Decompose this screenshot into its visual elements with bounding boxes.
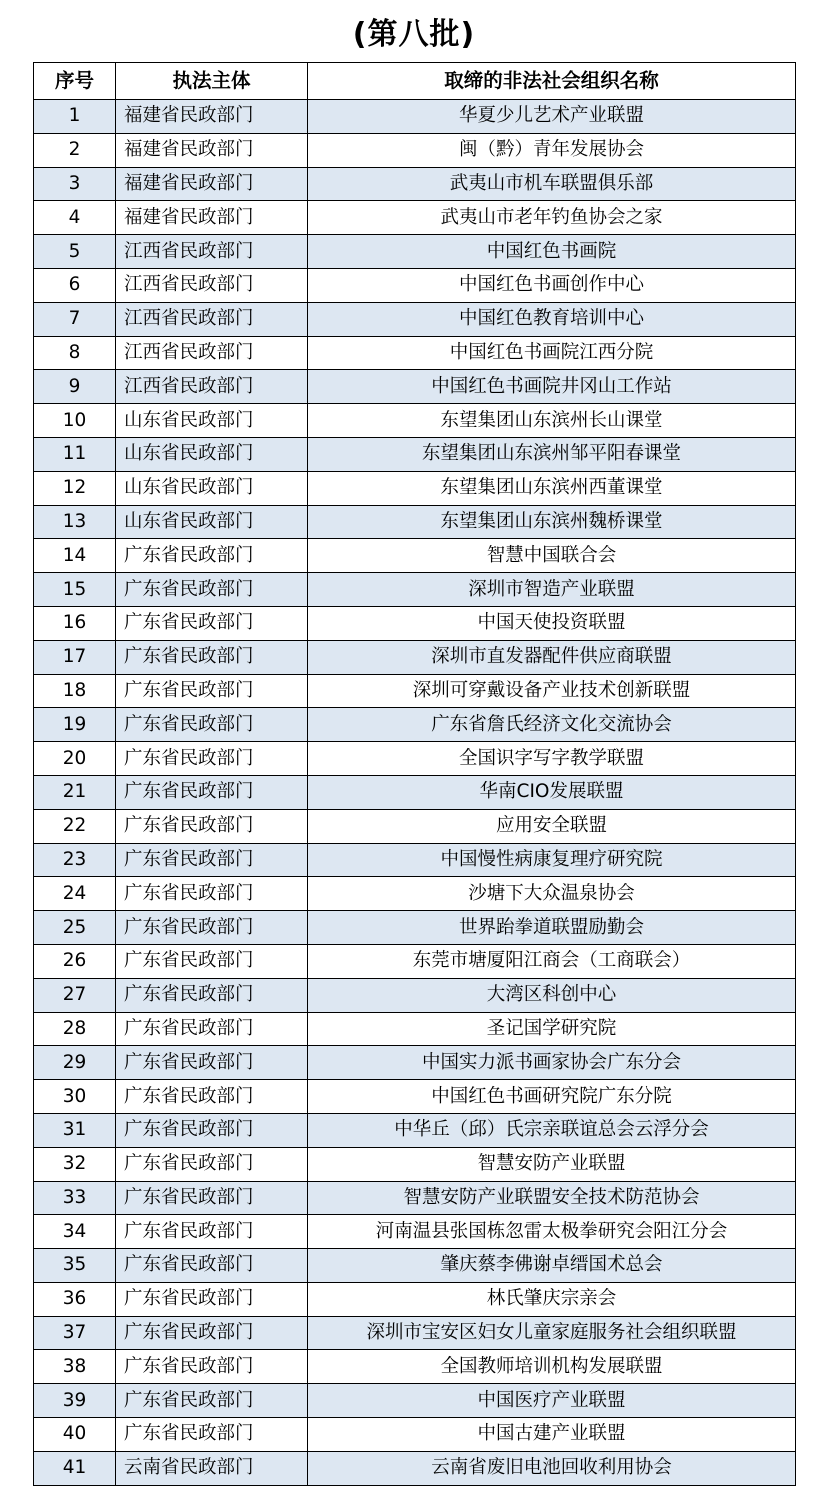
row-name-cell: 闽（黔）青年发展协会 xyxy=(308,133,796,167)
row-name-cell: 智慧中国联合会 xyxy=(308,539,796,573)
row-name-cell: 智慧安防产业联盟安全技术防范协会 xyxy=(308,1181,796,1215)
row-name-cell: 全国识字写字教学联盟 xyxy=(308,742,796,776)
row-name-cell: 圣记国学研究院 xyxy=(308,1012,796,1046)
table-row xyxy=(34,1012,796,1046)
table-row xyxy=(34,708,796,742)
table-row xyxy=(34,505,796,539)
page-title: (第八批) xyxy=(352,17,476,52)
row-agency-cell: 山东省民政部门 xyxy=(116,404,308,438)
row-agency-cell: 江西省民政部门 xyxy=(116,235,308,269)
row-name-cell: 林氏肇庆宗亲会 xyxy=(308,1282,796,1316)
row-index-cell: 33 xyxy=(34,1181,116,1215)
table-row xyxy=(34,1215,796,1249)
row-name-cell: 中国红色书画院井冈山工作站 xyxy=(308,370,796,404)
row-name-cell: 中国红色书画院 xyxy=(308,235,796,269)
row-agency-cell: 山东省民政部门 xyxy=(116,471,308,505)
row-name-cell: 中国慢性病康复理疗研究院 xyxy=(308,843,796,877)
row-index-cell: 24 xyxy=(34,877,116,911)
row-agency-cell: 广东省民政部门 xyxy=(116,1249,308,1283)
row-name-cell: 应用安全联盟 xyxy=(308,809,796,843)
table-row xyxy=(34,370,796,404)
row-index-cell: 36 xyxy=(34,1282,116,1316)
table-row xyxy=(34,911,796,945)
row-name-cell: 华南CIO发展联盟 xyxy=(308,775,796,809)
table-row xyxy=(34,336,796,370)
row-agency-cell: 福建省民政部门 xyxy=(116,167,308,201)
row-name-cell: 中国红色教育培训中心 xyxy=(308,302,796,336)
row-agency-cell: 广东省民政部门 xyxy=(116,674,308,708)
row-agency-cell: 广东省民政部门 xyxy=(116,573,308,607)
row-index-cell: 7 xyxy=(34,302,116,336)
table-row xyxy=(34,201,796,235)
table-body xyxy=(34,100,796,1486)
row-agency-cell: 广东省民政部门 xyxy=(116,742,308,776)
row-agency-cell: 广东省民政部门 xyxy=(116,1350,308,1384)
table-row xyxy=(34,471,796,505)
row-index-cell: 20 xyxy=(34,742,116,776)
row-name-cell: 智慧安防产业联盟 xyxy=(308,1147,796,1181)
header-agency: 执法主体 xyxy=(116,63,308,100)
table-row xyxy=(34,1282,796,1316)
row-name-cell: 中国天使投资联盟 xyxy=(308,606,796,640)
row-name-cell: 东莞市塘厦阳江商会（工商联会） xyxy=(308,944,796,978)
row-index-cell: 8 xyxy=(34,336,116,370)
table-row xyxy=(34,1249,796,1283)
table-row xyxy=(34,235,796,269)
row-index-cell: 19 xyxy=(34,708,116,742)
row-agency-cell: 广东省民政部门 xyxy=(116,1215,308,1249)
row-name-cell: 东望集团山东滨州邹平阳春课堂 xyxy=(308,437,796,471)
row-agency-cell: 广东省民政部门 xyxy=(116,640,308,674)
header-name: 取缔的非法社会组织名称 xyxy=(308,63,796,100)
row-agency-cell: 广东省民政部门 xyxy=(116,606,308,640)
table-row xyxy=(34,843,796,877)
row-index-cell: 41 xyxy=(34,1451,116,1485)
row-agency-cell: 江西省民政部门 xyxy=(116,268,308,302)
row-agency-cell: 福建省民政部门 xyxy=(116,201,308,235)
table-row xyxy=(34,100,796,134)
row-agency-cell: 广东省民政部门 xyxy=(116,978,308,1012)
row-agency-cell: 广东省民政部门 xyxy=(116,1012,308,1046)
row-agency-cell: 山东省民政部门 xyxy=(116,437,308,471)
row-agency-cell: 广东省民政部门 xyxy=(116,843,308,877)
row-name-cell: 华夏少儿艺术产业联盟 xyxy=(308,100,796,134)
row-index-cell: 34 xyxy=(34,1215,116,1249)
row-name-cell: 东望集团山东滨州长山课堂 xyxy=(308,404,796,438)
row-agency-cell: 广东省民政部门 xyxy=(116,1147,308,1181)
row-index-cell: 3 xyxy=(34,167,116,201)
table-row xyxy=(34,437,796,471)
table-row xyxy=(34,1384,796,1418)
table-row xyxy=(34,978,796,1012)
row-index-cell: 2 xyxy=(34,133,116,167)
row-index-cell: 26 xyxy=(34,944,116,978)
row-index-cell: 39 xyxy=(34,1384,116,1418)
row-index-cell: 40 xyxy=(34,1418,116,1452)
row-agency-cell: 广东省民政部门 xyxy=(116,809,308,843)
row-index-cell: 9 xyxy=(34,370,116,404)
row-agency-cell: 江西省民政部门 xyxy=(116,302,308,336)
row-agency-cell: 广东省民政部门 xyxy=(116,1113,308,1147)
row-index-cell: 16 xyxy=(34,606,116,640)
row-agency-cell: 广东省民政部门 xyxy=(116,775,308,809)
row-name-cell: 中国实力派书画家协会广东分会 xyxy=(308,1046,796,1080)
row-agency-cell: 广东省民政部门 xyxy=(116,708,308,742)
row-name-cell: 中国红色书画创作中心 xyxy=(308,268,796,302)
row-index-cell: 10 xyxy=(34,404,116,438)
row-name-cell: 东望集团山东滨州魏桥课堂 xyxy=(308,505,796,539)
row-name-cell: 广东省詹氏经济文化交流协会 xyxy=(308,708,796,742)
table-row xyxy=(34,133,796,167)
row-agency-cell: 江西省民政部门 xyxy=(116,370,308,404)
row-agency-cell: 广东省民政部门 xyxy=(116,1282,308,1316)
table-row xyxy=(34,1181,796,1215)
row-name-cell: 深圳可穿戴设备产业技术创新联盟 xyxy=(308,674,796,708)
row-index-cell: 17 xyxy=(34,640,116,674)
organization-table xyxy=(33,62,796,1486)
row-name-cell: 东望集团山东滨州西董课堂 xyxy=(308,471,796,505)
row-name-cell: 中国医疗产业联盟 xyxy=(308,1384,796,1418)
row-agency-cell: 云南省民政部门 xyxy=(116,1451,308,1485)
table-row xyxy=(34,877,796,911)
row-index-cell: 28 xyxy=(34,1012,116,1046)
header-index: 序号 xyxy=(34,63,116,100)
row-index-cell: 32 xyxy=(34,1147,116,1181)
row-agency-cell: 广东省民政部门 xyxy=(116,1316,308,1350)
row-index-cell: 12 xyxy=(34,471,116,505)
table-row xyxy=(34,809,796,843)
table-row xyxy=(34,1418,796,1452)
row-agency-cell: 山东省民政部门 xyxy=(116,505,308,539)
row-name-cell: 全国教师培训机构发展联盟 xyxy=(308,1350,796,1384)
row-name-cell: 世界跆拳道联盟励勤会 xyxy=(308,911,796,945)
row-index-cell: 11 xyxy=(34,437,116,471)
row-agency-cell: 广东省民政部门 xyxy=(116,911,308,945)
table-row xyxy=(34,674,796,708)
row-index-cell: 27 xyxy=(34,978,116,1012)
row-index-cell: 23 xyxy=(34,843,116,877)
row-index-cell: 13 xyxy=(34,505,116,539)
table-row xyxy=(34,944,796,978)
table-header-row xyxy=(34,63,796,100)
row-index-cell: 30 xyxy=(34,1080,116,1114)
row-index-cell: 4 xyxy=(34,201,116,235)
row-name-cell: 肇庆蔡李佛谢卓缙国术总会 xyxy=(308,1249,796,1283)
row-agency-cell: 广东省民政部门 xyxy=(116,1046,308,1080)
table-row xyxy=(34,573,796,607)
row-name-cell: 深圳市智造产业联盟 xyxy=(308,573,796,607)
table-row xyxy=(34,167,796,201)
row-index-cell: 37 xyxy=(34,1316,116,1350)
row-index-cell: 15 xyxy=(34,573,116,607)
row-index-cell: 35 xyxy=(34,1249,116,1283)
table-row xyxy=(34,1451,796,1485)
row-agency-cell: 福建省民政部门 xyxy=(116,133,308,167)
row-agency-cell: 江西省民政部门 xyxy=(116,336,308,370)
table-row xyxy=(34,742,796,776)
row-name-cell: 沙塘下大众温泉协会 xyxy=(308,877,796,911)
row-name-cell: 中国红色书画院江西分院 xyxy=(308,336,796,370)
table-row xyxy=(34,1080,796,1114)
row-name-cell: 河南温县张国栋忽雷太极拳研究会阳江分会 xyxy=(308,1215,796,1249)
row-name-cell: 云南省废旧电池回收利用协会 xyxy=(308,1451,796,1485)
table-row xyxy=(34,404,796,438)
table-row xyxy=(34,1350,796,1384)
row-index-cell: 29 xyxy=(34,1046,116,1080)
row-name-cell: 大湾区科创中心 xyxy=(308,978,796,1012)
row-agency-cell: 广东省民政部门 xyxy=(116,1080,308,1114)
row-agency-cell: 广东省民政部门 xyxy=(116,1418,308,1452)
row-index-cell: 18 xyxy=(34,674,116,708)
row-index-cell: 25 xyxy=(34,911,116,945)
table-row xyxy=(34,1046,796,1080)
row-name-cell: 中华丘（邱）氏宗亲联谊总会云浮分会 xyxy=(308,1113,796,1147)
table-row xyxy=(34,1316,796,1350)
table-row xyxy=(34,302,796,336)
table-row xyxy=(34,268,796,302)
row-name-cell: 深圳市直发器配件供应商联盟 xyxy=(308,640,796,674)
table-row xyxy=(34,1147,796,1181)
row-index-cell: 38 xyxy=(34,1350,116,1384)
row-agency-cell: 广东省民政部门 xyxy=(116,1181,308,1215)
row-index-cell: 21 xyxy=(34,775,116,809)
row-index-cell: 6 xyxy=(34,268,116,302)
table-row xyxy=(34,775,796,809)
row-name-cell: 深圳市宝安区妇女儿童家庭服务社会组织联盟 xyxy=(308,1316,796,1350)
row-index-cell: 31 xyxy=(34,1113,116,1147)
row-agency-cell: 广东省民政部门 xyxy=(116,1384,308,1418)
row-index-cell: 1 xyxy=(34,100,116,134)
row-agency-cell: 广东省民政部门 xyxy=(116,539,308,573)
row-agency-cell: 广东省民政部门 xyxy=(116,877,308,911)
row-name-cell: 中国古建产业联盟 xyxy=(308,1418,796,1452)
table-row xyxy=(34,606,796,640)
row-agency-cell: 广东省民政部门 xyxy=(116,944,308,978)
row-index-cell: 22 xyxy=(34,809,116,843)
table-row xyxy=(34,1113,796,1147)
table-row xyxy=(34,640,796,674)
table-row xyxy=(34,539,796,573)
row-index-cell: 14 xyxy=(34,539,116,573)
row-name-cell: 武夷山市老年钓鱼协会之家 xyxy=(308,201,796,235)
row-name-cell: 中国红色书画研究院广东分院 xyxy=(308,1080,796,1114)
row-agency-cell: 福建省民政部门 xyxy=(116,100,308,134)
row-index-cell: 5 xyxy=(34,235,116,269)
row-name-cell: 武夷山市机车联盟俱乐部 xyxy=(308,167,796,201)
